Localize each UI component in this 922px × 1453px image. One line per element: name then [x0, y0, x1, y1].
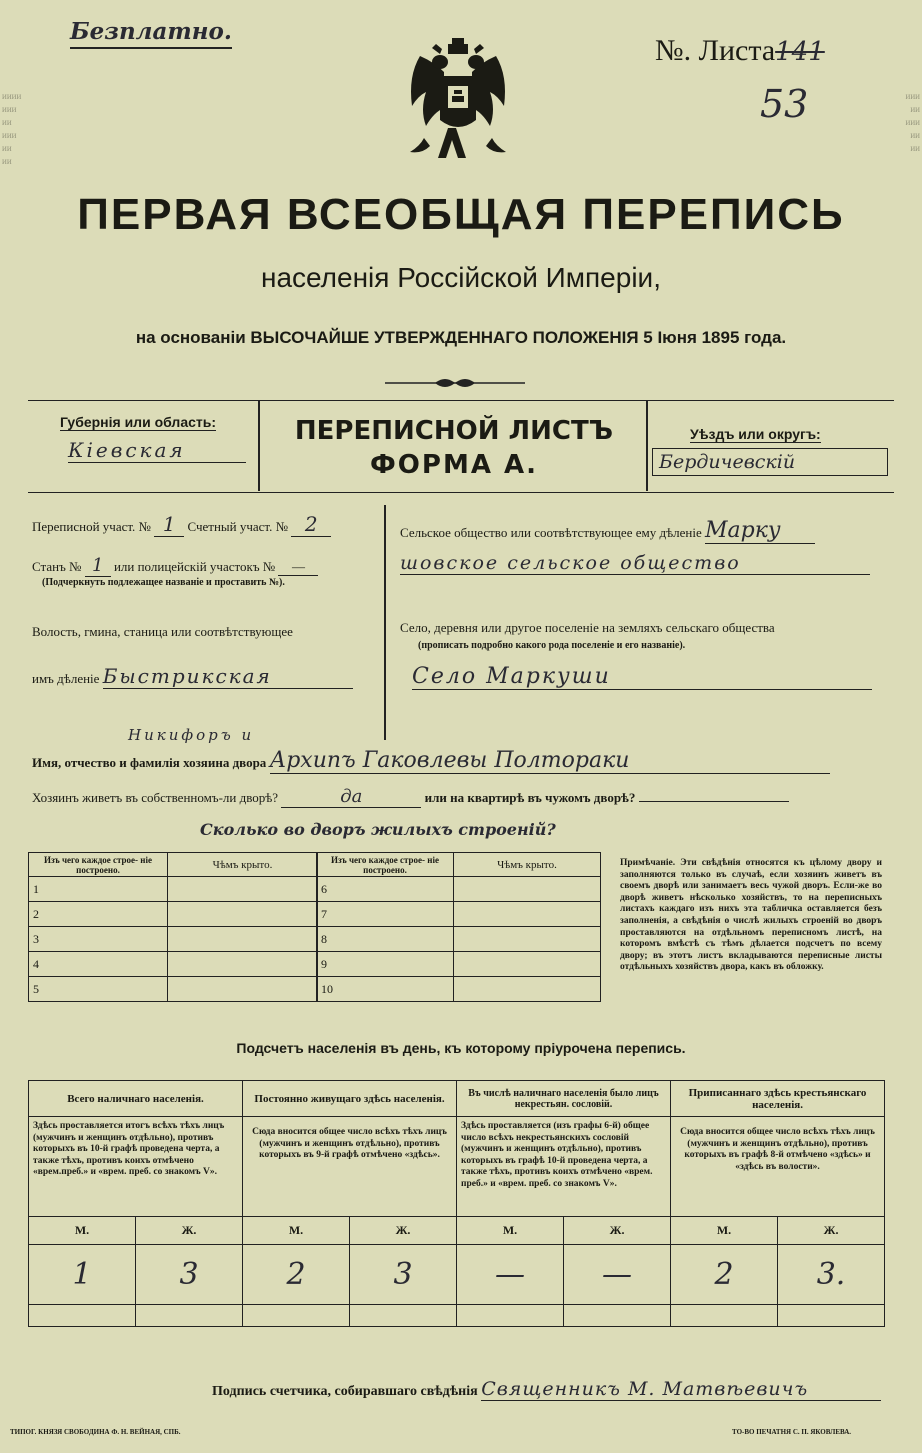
- col-material-left: Изъ чего каждое строе- ніе построено.: [29, 853, 168, 877]
- pop-col-title-noncrest: Въ числѣ наличнаго населенія было лицъ некрестьян. сословій.: [457, 1081, 671, 1117]
- pop-noncrest-m: —: [457, 1245, 564, 1305]
- buildings-table-right: [316, 852, 601, 1002]
- pop-m-label: М.: [29, 1217, 136, 1245]
- pop-col-title-peasant: Приписаннаго здѣсь крестьянскаго населенія.: [671, 1081, 885, 1117]
- volost-label: Волость, гмина, станица или соотвѣтствующее: [32, 624, 293, 639]
- legal-basis: на основаніи ВЫСОЧАЙШЕ УТВЕРЖДЕННАГО ПОЛОЖЕНІЯ 5 Іюня 1895 года.: [135, 328, 787, 347]
- left-margin-bleed: ииии иии ии иии ии ии: [2, 91, 22, 166]
- pop-col-desc-peasant: Сюда вносится общее число всѣхъ тѣхъ лицъ (мужчинъ и женщинъ отдѣльно), противъ которыхъ въ графѣ 8-й отмѣчено «здѣсь» и «здѣсь въ волости».: [671, 1117, 885, 1217]
- sheet-number-handwritten: 53: [760, 82, 809, 126]
- pop-zh-label: Ж.: [564, 1217, 671, 1245]
- owner-value: Архипъ Гаковлевы Полтораки: [270, 748, 830, 774]
- pop-blank-cell: [29, 1305, 136, 1327]
- building-roof-cell: [454, 977, 601, 1002]
- building-row-num: 9: [317, 952, 454, 977]
- stan-note: (Подчеркнуть подлежащее названіе и проставить №).: [42, 577, 285, 588]
- pop-total-m: 1: [29, 1245, 136, 1305]
- building-roof-cell: [168, 902, 318, 927]
- sheet-number-crossed: 141: [775, 37, 825, 67]
- gubernia-value: Кіевская: [68, 438, 246, 463]
- pop-col-desc-permanent: Сюда вносится общее число всѣхъ тѣхъ лицъ (мужчинъ и женщинъ отдѣльно), противъ которыхъ въ 9-й графѣ отмѣчено «здѣсь».: [243, 1117, 457, 1217]
- owner-label: Имя, отчество и фамилія хозяина двора: [32, 755, 267, 770]
- society-row: [400, 518, 815, 544]
- uezd-label-text: Уѣздъ или округъ:: [690, 426, 821, 442]
- form-divider-right: [646, 400, 648, 491]
- building-roof-cell: [168, 927, 318, 952]
- pop-permanent-m: 2: [243, 1245, 350, 1305]
- pop-peasant-zh: 3.: [778, 1245, 885, 1305]
- buildings-question: Сколько во дворъ жилыхъ строеній?: [200, 820, 556, 839]
- pop-col-desc-noncrest: Здѣсь проставляется (изъ графы 6-й) общее число всѣхъ некрестьянскихъ сословій (мужчинъ и женщинъ отдѣльно), противъ которыхъ въ графѣ 10-й проведена черта, а также тѣхъ, противъ коихъ отмѣчено «врем. преб.» и «врем. преб. со знакомъ V».: [457, 1117, 671, 1217]
- building-row-num: 1: [29, 877, 168, 902]
- building-row-num: 8: [317, 927, 454, 952]
- signature-row: [212, 1378, 881, 1401]
- society-value-2: шовское сельское общество: [400, 552, 870, 575]
- building-row-num: 4: [29, 952, 168, 977]
- volost-value: Быстрикская: [103, 664, 353, 689]
- form-subtitle: ФОРМА А.: [370, 450, 538, 480]
- ornament-divider-icon: [385, 376, 525, 390]
- owner-above-text: Никифоръ и: [128, 726, 255, 744]
- building-roof-cell: [454, 877, 601, 902]
- stan-row: [32, 555, 318, 577]
- pop-total-zh: 3: [136, 1245, 243, 1305]
- pop-blank-cell: [350, 1305, 457, 1327]
- stan-value: 1: [85, 555, 111, 577]
- col-material-right: Изъ чего каждое строе- ніе построено.: [317, 853, 454, 877]
- sheet-label-text: №. Листа: [655, 34, 776, 67]
- population-table: [28, 1080, 885, 1327]
- pop-permanent-zh: 3: [350, 1245, 457, 1305]
- police-label: или полицейскій участокъ №: [113, 559, 276, 574]
- society-value-1: Марку: [705, 518, 815, 544]
- building-row-num: 2: [29, 902, 168, 927]
- page-title: ПЕРВАЯ ВСЕОБЩАЯ ПЕРЕПИСЬ: [77, 190, 845, 239]
- buildings-note: Примѣчаніе. Эти свѣдѣнія относятся къ цѣлому двору и заполняются только въ случаѣ, если хозяинъ живетъ въ своемъ дворѣ или занимаетъ весь чужой дворъ. Если-же во дворѣ живетъ нѣсколько хозяйствъ, то на переписныхъ листахъ каждаго изъ нихъ эта табличка оставляется безъ заполненія, а свѣдѣнія о числѣ жилыхъ строеній во дворъ проставляются на отдѣльномъ переписномъ листѣ, на которомъ вмѣстѣ съ тѣмъ дѣлается подсчетъ по всему двору; въ этотъ листъ вкладываются переписные листы отдѣльныхъ хозяйствъ двора, какъ въ обложку.: [620, 858, 882, 973]
- building-row-num: 10: [317, 977, 454, 1002]
- count-unit-value: 2: [291, 512, 331, 537]
- building-roof-cell: [454, 952, 601, 977]
- pop-zh-label: Ж.: [778, 1217, 885, 1245]
- pop-col-title-total: Всего наличнаго населенія.: [29, 1081, 243, 1117]
- pop-blank-cell: [671, 1305, 778, 1327]
- census-unit-row: [32, 512, 331, 537]
- owner-rent-value: [639, 801, 789, 802]
- sheet-number-label: [655, 34, 825, 68]
- pop-peasant-m: 2: [671, 1245, 778, 1305]
- building-roof-cell: [454, 927, 601, 952]
- buildings-table-left: [28, 852, 318, 1002]
- signature-label: Подпись счетчика, собиравшаго свѣдѣнія: [212, 1384, 478, 1399]
- pop-col-title-permanent: Постоянно живущаго здѣсь населенія.: [243, 1081, 457, 1117]
- pop-m-label: М.: [243, 1217, 350, 1245]
- building-roof-cell: [168, 877, 318, 902]
- signature-value: Священникъ М. Матвѣевичъ: [481, 1378, 881, 1401]
- volost-row: [32, 664, 353, 689]
- owner-lives-row: [32, 786, 789, 808]
- village-note: (прописать подробно какого рода поселеніе и его названіе).: [418, 640, 686, 651]
- population-heading: Подсчетъ населенія въ день, къ которому пріурочена перепись.: [236, 1040, 686, 1056]
- uezd-value: Бердичевскій: [652, 448, 888, 476]
- census-unit-label: Переписной участ. №: [32, 519, 151, 534]
- stan-label: Станъ №: [32, 559, 82, 574]
- building-roof-cell: [454, 902, 601, 927]
- page-subtitle: населенія Россійской Имперіи,: [261, 262, 661, 293]
- col-roof-right: Чѣмъ крыто.: [454, 853, 601, 877]
- col-roof-left: Чѣмъ крыто.: [168, 853, 318, 877]
- building-roof-cell: [168, 977, 318, 1002]
- pop-blank-cell: [778, 1305, 885, 1327]
- building-row-num: 5: [29, 977, 168, 1002]
- police-value: —: [278, 559, 318, 576]
- imperial-eagle-icon: [400, 36, 516, 172]
- building-row-num: 7: [317, 902, 454, 927]
- society-label: Сельское общество или соотвѣтствующее ему дѣленіе: [400, 525, 702, 540]
- building-row-num: 3: [29, 927, 168, 952]
- pop-m-label: М.: [671, 1217, 778, 1245]
- pop-col-desc-total: Здѣсь проставляется итогъ всѣхъ тѣхъ лицъ (мужчинъ и женщинъ отдѣльно), противъ которыхъ въ 10-й графѣ проведена черта, а также тѣхъ, противъ коихъ отмѣчено «врем.преб.» и «врем. преб. со знакомъ V».: [29, 1117, 243, 1217]
- printer-right: ТО-ВО ПЕЧАТНЯ С. П. ЯКОВЛЕВА.: [732, 1428, 852, 1436]
- village-value: Село Маркуши: [412, 664, 872, 690]
- pop-blank-cell: [136, 1305, 243, 1327]
- census-unit-value: 1: [154, 512, 184, 537]
- gubernia-label: Губернія или область:: [60, 414, 217, 430]
- printer-left: ТИПОГ. КНЯЗЯ СВОБОДИНА Ф. Н. ВЕЙНАЯ, СПБ.: [10, 1428, 181, 1436]
- count-unit-label: Счетный участ. №: [187, 519, 289, 534]
- building-row-num: 6: [317, 877, 454, 902]
- pop-noncrest-zh: —: [564, 1245, 671, 1305]
- village-label: Село, деревня или другое поселеніе на земляхъ сельскаго общества: [400, 620, 775, 635]
- form-divider-left: [258, 400, 260, 491]
- middle-divider: [384, 505, 386, 740]
- form-title: ПЕРЕПИСНОЙ ЛИСТЪ: [294, 416, 614, 446]
- building-roof-cell: [168, 952, 318, 977]
- owner-lives-value: да: [281, 786, 421, 808]
- right-margin-bleed: иии ии иии ии ии: [905, 91, 920, 153]
- uezd-label: [690, 426, 821, 442]
- pop-blank-cell: [243, 1305, 350, 1327]
- pop-m-label: М.: [457, 1217, 564, 1245]
- owner-lives-label: Хозяинъ живетъ въ собственномъ-ли дворѣ?: [32, 790, 279, 805]
- owner-row: [32, 748, 830, 774]
- pop-zh-label: Ж.: [350, 1217, 457, 1245]
- owner-rent-label: или на квартирѣ въ чужомъ дворѣ?: [424, 790, 636, 805]
- pop-zh-label: Ж.: [136, 1217, 243, 1245]
- free-label: Безплатно.: [70, 18, 232, 49]
- pop-blank-cell: [457, 1305, 564, 1327]
- volost-label-2: имъ дѣленіе: [32, 671, 100, 686]
- pop-blank-cell: [564, 1305, 671, 1327]
